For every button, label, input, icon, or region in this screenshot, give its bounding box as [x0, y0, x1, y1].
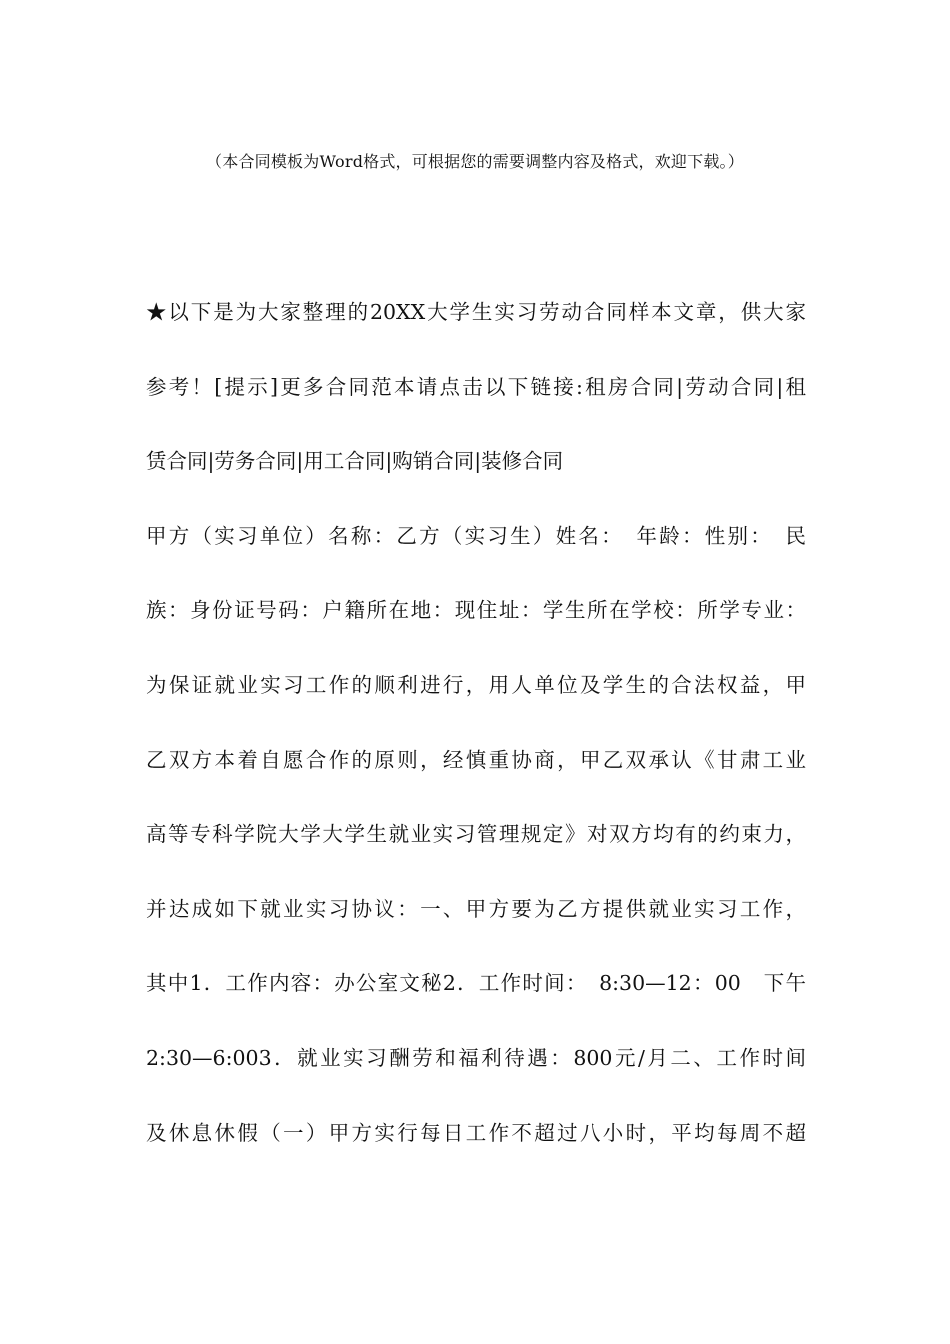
body-line-4: 甲方（实习单位）名称：乙方（实习生）姓名： 年龄：性别： 民 — [146, 523, 806, 548]
contract-body — [146, 292, 806, 1187]
body-line-11: 2:30—6:003．就业实习酬劳和福利待遇：800元/月二、工作时间 — [146, 1045, 806, 1070]
template-note: （本合同模板为Word格式，可根据您的需要调整内容及格式，欢迎下载。） — [206, 152, 744, 171]
body-line-8: 高等专科学院大学大学生就业实习管理规定》对双方均有的约束力， — [146, 822, 806, 847]
body-line-6: 为保证就业实习工作的顺利进行，用人单位及学生的合法权益，甲 — [146, 672, 806, 697]
body-line-7: 乙双方本着自愿合作的原则，经慎重协商，甲乙双承认《甘肃工业 — [146, 747, 806, 772]
body-line-5: 族：身份证号码：户籍所在地：现住址：学生所在学校：所学专业： — [146, 598, 806, 623]
body-line-3: 赁合同|劳务合同|用工合同|购销合同|装修合同 — [146, 449, 564, 474]
body-line-12: 及休息休假（一）甲方实行每日工作不超过八小时，平均每周不超 — [146, 1120, 806, 1145]
body-line-2: 参考！[提示]更多合同范本请点击以下链接:租房合同|劳动合同|租 — [146, 374, 806, 399]
body-line-1: ★以下是为大家整理的20XX大学生实习劳动合同样本文章，供大家 — [146, 300, 806, 324]
body-line-9: 并达成如下就业实习协议：一、甲方要为乙方提供就业实习工作， — [146, 896, 806, 921]
body-line-10: 其中1．工作内容：办公室文秘2．工作时间： 8:30—12：00 下午 — [146, 971, 806, 996]
